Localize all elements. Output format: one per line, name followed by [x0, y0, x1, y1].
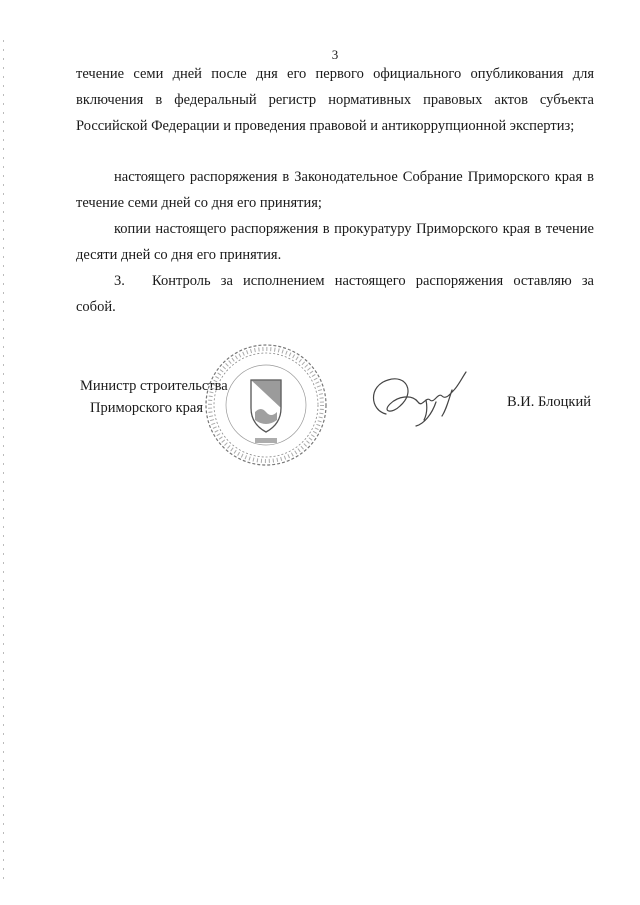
paragraph-prosecutor: копии настоящего распоряжения в прокуратуру Приморского края в течение десяти дней со дня его принятия. [76, 221, 594, 263]
item-text: Контроль за исполнением настоящего распоряжения оставляю за собой. [76, 273, 594, 315]
signatory-title-line1: Министр строительства [80, 378, 228, 394]
paragraph-publication: течение семи дней после дня его первого официального опубликования для включения в федеральный регистр нормативных правовых актов субъекта Российской Федерации и проведения правовой и антикоррупционной экспертиз; [76, 66, 594, 134]
signatory-name: В.И. Блоцкий [507, 394, 591, 410]
paragraph-control [76, 268, 594, 320]
scan-edge-marks [3, 40, 4, 880]
official-seal-stamp [203, 342, 329, 468]
paragraph-legislative-assembly: настоящего распоряжения в Законодательное Собрание Приморского края в течение семи дней со дня его принятия; [76, 169, 594, 211]
item-number: 3. [114, 273, 125, 289]
handwritten-signature [366, 366, 476, 428]
signatory-title-line2: Приморского края [90, 400, 204, 416]
page-number: 3 [331, 47, 339, 62]
